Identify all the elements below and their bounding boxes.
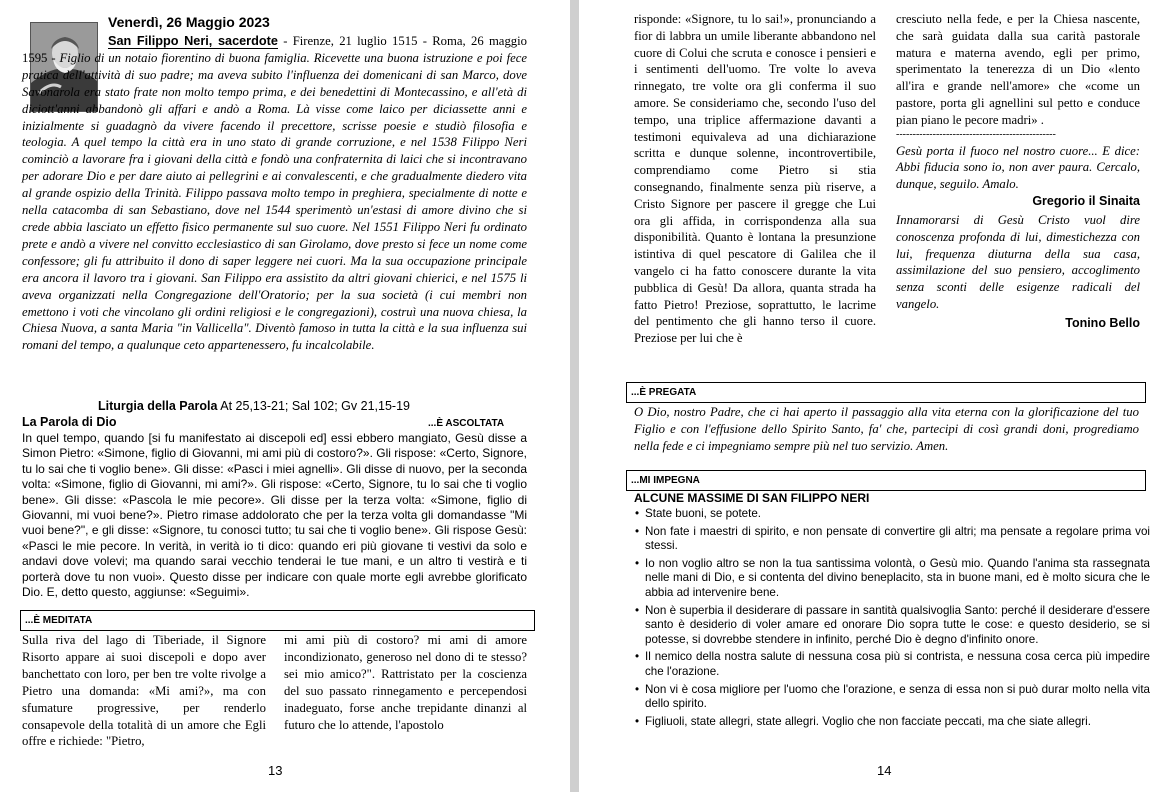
medita-col-1: Sulla riva del lago di Tiberiade, il Signore Risorto appare ai suoi discepoli e dopo aver banchettato con loro, per ben tre volte rivolge a Pietro una domanda: «Mi ami?», ma con sfumature progressive, per renderlo consapevole della totalità di un amore che Egli offre e richiede: "Pietro, <box>22 633 266 749</box>
right-col-2 <box>896 11 1140 332</box>
medita-label: ...È MEDITATA <box>25 615 93 626</box>
quote-gregorio-author: Gregorio il Sinaita <box>1032 193 1140 208</box>
saint-bio-block <box>22 33 527 354</box>
page-13 <box>0 0 570 792</box>
maxim-item: • Non è superbia il desiderare di passare in santità qualsivoglia Santo: perché il desiderare d'essere santo è desiderio di voler amare ed onorare Dio sopra tutte le cose: e questo desiderio, se si potesse, si dovrebbe stendere in infinito, perché Dio è degno d'infinito onore. <box>645 604 1150 648</box>
date-heading: Venerdì, 26 Maggio 2023 <box>108 14 270 30</box>
page-number-13: 13 <box>268 763 283 778</box>
page-14 <box>579 0 1161 792</box>
medita-col-2: mi ami più di costoro? mi ami di amore incondizionato, generoso nel dono di te stesso? sei mio amico?". Rattristato per la coscienza del suo passato rinnegamento e percependosi inadeguato, forse anche trepidante dinanzi al futuro che lo attende, l'apostolo <box>284 633 527 732</box>
maxim-item: • Non fate i maestri di spirito, e non pensate di convertire gli altri; ma pensate a regolare prima voi stessi. <box>645 525 1150 554</box>
saint-name: San Filippo Neri, sacerdote <box>108 34 278 48</box>
medita-header <box>20 610 535 631</box>
maxim-item: • Io non voglio altro se non la tua santissima volontà, o Gesù mio. Quando l'anima sta rassegnata nelle mani di Dio, e si contenta del divino beneplacito, sta in buone mani, ed è molto sicura che le abbia ad intervenire bene. <box>645 557 1150 601</box>
separator-dashes: ------------------------------------------------ <box>896 128 1056 140</box>
page-number-14: 14 <box>877 763 892 778</box>
maxim-item: • Il nemico della nostra salute di nessuna cosa più si contrista, e nessuna cosa cerca più impedire che l'orazione. <box>645 650 1150 679</box>
right-col-1: risponde: «Signore, tu lo sai!», pronunciando a fior di labbra un umile liberante abbandono nel cuore di Colui che scruta e conosce i pensieri e i sentimenti dell'uomo. Tre volte lo aveva rinnegato, tre volte ora gli conferma il suo amore. Se consideriamo che, secondo l'uso del tempo, una triplice affermazione davanti a testimoni equivaleva ad una dichiarazione scritta e dunque solenne, incontrovertibile, comprendiamo come Pietro si stia consegnando, finalmente senza più riserve, a Cristo Signore per pascere il gregge che Lui ora gli affida, in corrispondenza alla sua disponibilità. Quanto è lontana la presunzione istintiva di quel pescatore di Galilea che il vangelo ci ha fatto conoscere durante la vita pubblica di Gesù! Da allora, quanta strada ha fatto Pietro! Preziose, soprattutto, le lacrime del pentimento che gli hanno terso il cuore. Preziose per lui che è <box>634 12 876 346</box>
pregata-label: ...È PREGATA <box>631 387 697 398</box>
maxim-item: • State buoni, se potete. <box>645 507 1150 522</box>
prayer-text: O Dio, nostro Padre, che ci hai aperto il passaggio alla vita eterna con la glorificazione del tuo Figlio e con l'effusione dello Spirito Santo, fa' che, partecipi di così grandi doni, progrediamo nella fede e ci impegniamo sempre più nel tuo servizio. Amen. <box>634 405 1139 453</box>
impegna-header <box>626 470 1146 491</box>
saint-bio: Figlio di un notaio fiorentino di buona famiglia. Ricevette una buona istruzione e poi fece pratica dell'attività di suo padre; ma aveva subito l'influenza dei domenicani di san Marco, dove Savonarola era stato frate non molto tempo prima, e dei benedettini di Montecassino, e all'età di diciott'anni abbandonò gli affari e andò a Roma. Là visse come laico per diciassette anni e inizialmente si guadagnò da vivere facendo il precettore, scrisse poesie e studiò filosofia e teologia. A quel tempo la città era in uno stato di grande corruzione, e nel 1538 Filippo Neri cominciò a lavorare fra i giovani della città e fondò una confraternita di laici che si incontravano per adorare Dio e per dare aiuto ai pellegrini e ai convalescenti, e che gradualmente diedero vita al grande ospizio della Trinità. Filippo passava molto tempo in preghiera, specialmente di notte e nella catacomba di san Sebastiano, dove nel 1544 sperimentò un'estasi di amore divino che si crede abbia lasciato un effetto fisico permanente sul suo cuore. Nel 1551 Filippo Neri fu ordinato prete e andò a vivere nel convitto ecclesiastico di san Girolamo, dove presto si fece un nome come confessore; gli fu attribuito il dono di saper leggere nei cuori. Ma la sua occupazione principale era ancora il lavoro tra i giovani. San Filippo era assistito da altri giovani chierici, e nel 1575 li aveva organizzati nella Congregazione dell'Oratorio; per la sua società (i cui membri non emettono i voti che vincolano gli ordini religiosi e le congregazioni), costruì una nuova chiesa, la Chiesa Nuova, a santa Maria "in Vallicella". Diventò famoso in tutta la città e la sua influenza sui romani del tempo, a qualunque ceto appartenessero, fu incalcolabile. <box>22 50 527 353</box>
maxim-item: • Figliuoli, state allegri, state allegri. Voglio che non facciate peccati, ma che siate allegri. <box>645 715 1150 730</box>
maxims-title: ALCUNE MASSIME DI SAN FILIPPO NERI <box>634 491 870 505</box>
gospel-text: In quel tempo, quando [si fu manifestato ai discepoli ed] essi ebbero mangiato, Gesù disse a Simon Pietro: «Simone, figlio di Giovanni, mi ami più di costoro?». Gli rispose: «Certo, Signore, tu lo sai che ti voglio bene». Gli disse: «Pasci i miei agnelli». Gli disse di nuovo, per la seconda volta: «Simone, figlio di Giovanni, mi ami?». Gli rispose: «Certo, Signore, tu lo sai che ti voglio bene». Gli disse: «Pascola le mie pecore». Gli disse per la terza volta: «Simone, figlio di Giovanni, mi vuoi bene?». Pietro rimase addolorato che per la terza volta gli domandasse "Mi vuoi bene?", e gli disse: «Signore, tu conosci tutto; tu sai che ti voglio bene». Gli rispose Gesù: «Pasci le mie pecore. In verità, in verità io ti dico: quando eri più giovane ti vestivi da solo e andavi dove volevi; ma quando sarai vecchio tenderai le tue mani, e un altro ti vestirà e ti porterà dove tu non vuoi». Questo disse per indicare con quale morte egli avrebbe glorificato Dio. E, detto questo, aggiunse: «Seguimi». <box>22 431 527 600</box>
ascolta-label: ...È ASCOLTATA <box>428 418 505 429</box>
right-col-2-text: cresciuto nella fede, e per la Chiesa nascente, che sarà guidata dalla sua carità pastorale matura e materna avendo, egli per primo, sperimentato la tenerezza di un Dio «lento all'ira e grande nell'amore» che «come un pastore, porta gli agnellini sul petto e conduce pian piano le pecore madri» . <box>896 12 1140 127</box>
liturgy-refs: At 25,13-21; Sal 102; Gv 21,15-19 <box>217 399 410 413</box>
maxim-item: • Non vi è cosa migliore per l'uomo che l'orazione, e senza di essa non si può durar molto nella vita dello spirito. <box>645 683 1150 712</box>
saint-dates: - Firenze, 21 luglio 1515 - Roma, 26 maggio 1595 - <box>22 34 527 65</box>
impegna-label: ...MI IMPEGNA <box>631 475 700 486</box>
liturgy-line <box>98 399 410 413</box>
liturgy-label: Liturgia della Parola <box>98 399 218 413</box>
maxims-list <box>634 507 1150 732</box>
pregata-header <box>626 382 1146 403</box>
quote-bello: Innamorarsi di Gesù Cristo vuol dire conoscenza profonda di lui, dimestichezza con lui, frequenza diuturna della sua casa, assimilazione del suo pensiero, accoglimento senza sconti delle esigenze radicali del vangelo. <box>896 212 1140 311</box>
quote-bello-author: Tonino Bello <box>1065 315 1140 330</box>
parola-title: La Parola di Dio <box>22 415 117 429</box>
quote-gregorio: Gesù porta il fuoco nel nostro cuore... E dice: Abbi fiducia sono io, non aver paura. Cercalo, dunque, seguilo. Amalo. <box>896 143 1140 192</box>
page-gutter <box>570 0 579 792</box>
